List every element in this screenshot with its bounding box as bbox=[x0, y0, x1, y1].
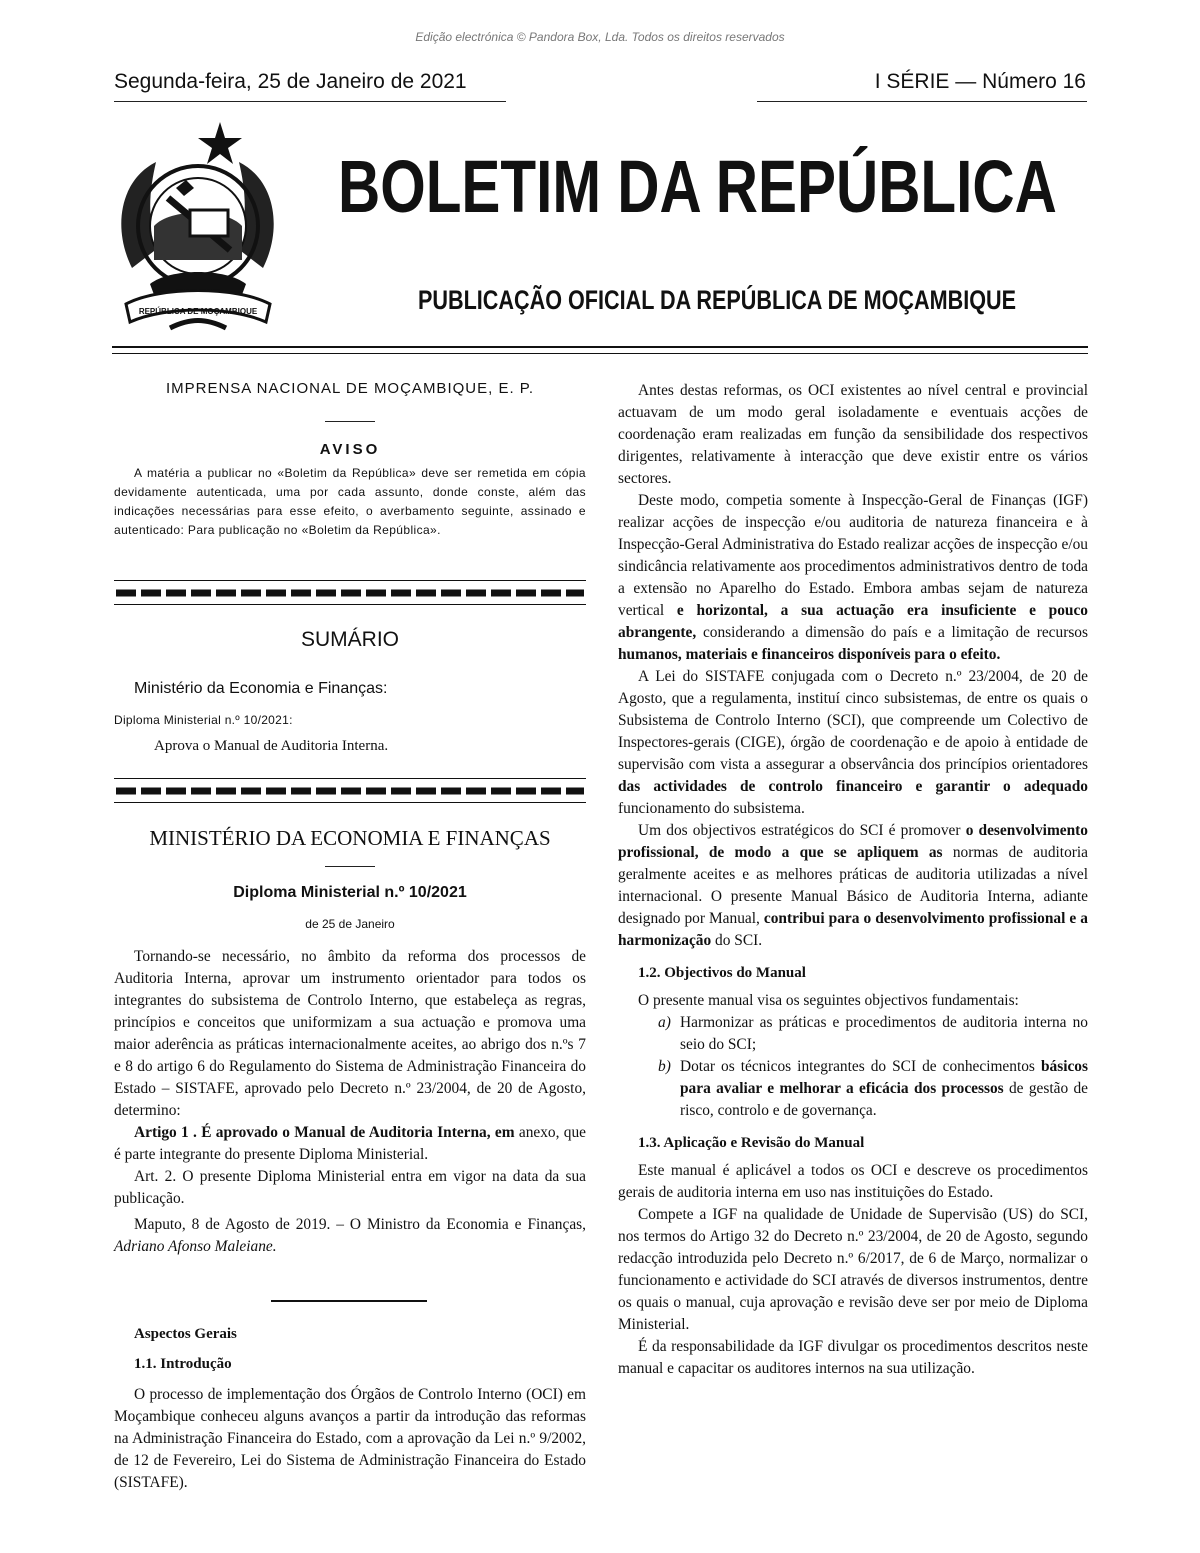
gazette-title: BOLETIM DA REPÚBLICA bbox=[338, 145, 1057, 228]
diploma-heading: Diploma Ministerial n.º 10/2021 bbox=[233, 884, 467, 901]
dashed-divider bbox=[114, 589, 586, 597]
issue-series: I SÉRIE — Número 16 bbox=[874, 70, 1086, 93]
short-divider bbox=[325, 421, 375, 422]
manual-body: Antes destas reformas, os OCI existentes ao nível central e provincial actuavam de um modo geral isoladamente e eventuais acções de coordenação eram realizadas em função da sensibilidade dos respectivos dirigentes, relativamente à interacção que deve existir entre os vários sectores. Deste modo, competia somente à Inspecção-Geral de Finanças (IGF) realizar acções de inspecção e/ou auditoria de natureza financeira e à Inspecção-Geral Administrativa do Estado realizar acções de inspecção e/ou sindicância relativamente aos procedimentos administrativos dentro de toda a extensão no Aparelho do Estado. Embora ambas sejam de natureza vertical e horizontal, a sua actuação era insuficiente e pouco abrangente, considerando a dimensão do país e a limitação de recursos humanos, materiais e financeiros disponíveis para o efeito. A Lei do SISTAFE conjugada com o Decreto n.º 23/2004, de 20 de Agosto, que a regulamenta, instituí cinco subsistemas, de entre os quais o Subsistema de Controlo Interno (SCI), que compreende um Colectivo de Inspectores-gerais (CIGE), órgão de coordenação e de apoio à entidade de supervisão com vista a assegurar a observância dos princípios orientadores das actividades de controlo financeiro e garantir o adequado funcionamento do subsistema. Um dos objectivos estratégicos do SCI é promover o desenvolvimento profissional, de modo a que se apliquem as normas de auditoria geralmente aceites e as melhores práticas de auditoria utilizadas a nível internacional. O presente Manual Básico de Auditoria Interna, adiante designado por Manual, contribui para o desenvolvimento profissional e a harmonização do SCI. 1.2. Objectivos do Manual O presente manual visa os seguintes objectivos fundamentais: a) Harmonizar as práticas e procedimentos de auditoria interna no seio do SCI; b) Dotar os técnicos integrantes do SCI de conhecimentos básicos para avaliar e melhorar a eficácia dos processos de gestão de risco, controlo e de governança. 1.3. Aplicação e Revisão do Manual Este manual é aplicável a todos os OCI e descreve os procedimentos gerais de auditoria interna em uso nas instituições do Estado. Compete a IGF na qualidade de Unidade de Supervisão (US) do SCI, nos termos do Artigo 32 do Decreto n.º 23/2004, de 20 de Agosto, segundo redacção introduzida pelo Decreto n.º 6/2017, de 6 de Março, normalizar o funcionamento e actividade do SCI através de diversos instrumentos, dentre os quais o manual, cuja aprovação e revisão deve ser por meio de Diploma Ministerial. É da responsabilidade da IGF divulgar os procedimentos descritos neste manual e capacitar os auditores internos na sua utilização. bbox=[618, 382, 1088, 1377]
masthead-rule-thin bbox=[112, 353, 1088, 354]
subsection-heading: 1.1. Introdução bbox=[134, 1356, 232, 1372]
divider bbox=[114, 604, 586, 605]
section-rule bbox=[271, 1300, 427, 1302]
masthead-rule bbox=[112, 346, 1088, 348]
divider bbox=[114, 802, 586, 803]
publisher-name: IMPRENSA NACIONAL DE MOÇAMBIQUE, E. P. bbox=[165, 380, 535, 397]
section-heading: Aspectos Gerais bbox=[134, 1326, 237, 1342]
summary-diploma: Diploma Ministerial n.º 10/2021: bbox=[114, 713, 293, 727]
decree-preamble: Tornando-se necessário, no âmbito da reforma dos processos de Auditoria Interna, aprovar um instrumento orientador para todos os integrantes do subsistema de Controlo Interno, que estabeleça as regras, princípios e conceitos que uniformizam a sua actuação e promova uma maior aderência as práticas internacionalmente aceites, ao abrigo dos n.ºs 7 e 8 do artigo 6 do Regulamento do Sistema de Administração Financeira do Estado – SISTAFE, aprovado pelo Decreto n.º 23/2004, de 20 de Agosto, determino: bbox=[114, 948, 586, 1119]
list-item: a) Harmonizar as práticas e procedimentos de auditoria interna no seio do SCI; bbox=[658, 1014, 1088, 1053]
notice-text: A matéria a publicar no «Boletim da República» deve ser remetida em cópia devidamente autenticada, uma por cada assunto, donde conste, além das indicações necessárias para esse efeito, o averbamento seguinte, assinado e autenticado: Para publicação no «Boletim da República». bbox=[114, 466, 586, 537]
decree-body bbox=[114, 946, 586, 1258]
signature: Maputo, 8 de Agosto de 2019. – O Ministro da Economia e Finanças, Adriano Afonso Maleiane. bbox=[114, 1216, 586, 1255]
objectives-list bbox=[618, 1012, 1088, 1122]
header-rule-right bbox=[757, 101, 1087, 102]
summary-item: Aprova o Manual de Auditoria Interna. bbox=[154, 738, 389, 754]
divider bbox=[114, 580, 586, 581]
subsection-heading: 1.2. Objectivos do Manual bbox=[638, 965, 806, 981]
gazette-subtitle: PUBLICAÇÃO OFICIAL DA REPÚBLICA DE MOÇAMBIQUE bbox=[418, 285, 1016, 315]
emblem-text: REPÚBLICA DE MOÇAMBIQUE bbox=[138, 307, 258, 316]
article-2: Art. 2. O presente Diploma Ministerial entra em vigor na data da sua publicação. bbox=[114, 1168, 586, 1207]
header-rule-left bbox=[114, 101, 506, 102]
notice-heading: AVISO bbox=[319, 441, 381, 458]
divider bbox=[114, 778, 586, 779]
dashed-divider bbox=[114, 787, 586, 795]
summary-ministry: Ministério da Economia e Finanças: bbox=[134, 680, 388, 697]
article-1: Artigo 1 . É aprovado o Manual de Auditoria Interna, em anexo, que é parte integrante do presente Diploma Ministerial. bbox=[114, 1124, 586, 1163]
issue-date: Segunda-feira, 25 de Janeiro de 2021 bbox=[114, 70, 467, 93]
article-1-heading: Artigo 1 . É aprovado o Manual de Auditoria Interna, em bbox=[134, 1124, 515, 1141]
short-divider bbox=[325, 866, 375, 867]
edition-note: Edição electrónica © Pandora Box, Lda. Todos os direitos reservados bbox=[415, 30, 785, 44]
summary-heading: SUMÁRIO bbox=[300, 628, 399, 651]
minister-name: Adriano Afonso Maleiane. bbox=[114, 1238, 277, 1255]
subsection-heading: 1.3. Aplicação e Revisão do Manual bbox=[638, 1135, 865, 1151]
list-item: b) Dotar os técnicos integrantes do SCI de conhecimentos básicos para avaliar e melhorar a eficácia dos processos de gestão de risco, controlo e de governança. bbox=[658, 1058, 1088, 1119]
ministry-heading: MINISTÉRIO DA ECONOMIA E FINANÇAS bbox=[149, 826, 551, 850]
national-emblem bbox=[110, 118, 285, 336]
diploma-date: de 25 de Janeiro bbox=[305, 917, 395, 931]
intro-body: O processo de implementação dos Órgãos de Controlo Interno (OCI) em Moçambique conheceu alguns avanços a partir da introdução das reformas na Administração Financeira do Estado, com a aprovação da Lei n.º 9/2002, de 12 de Fevereiro, Lei do Sistema de Administração Financeira do Estado (SISTAFE). bbox=[114, 1386, 586, 1491]
